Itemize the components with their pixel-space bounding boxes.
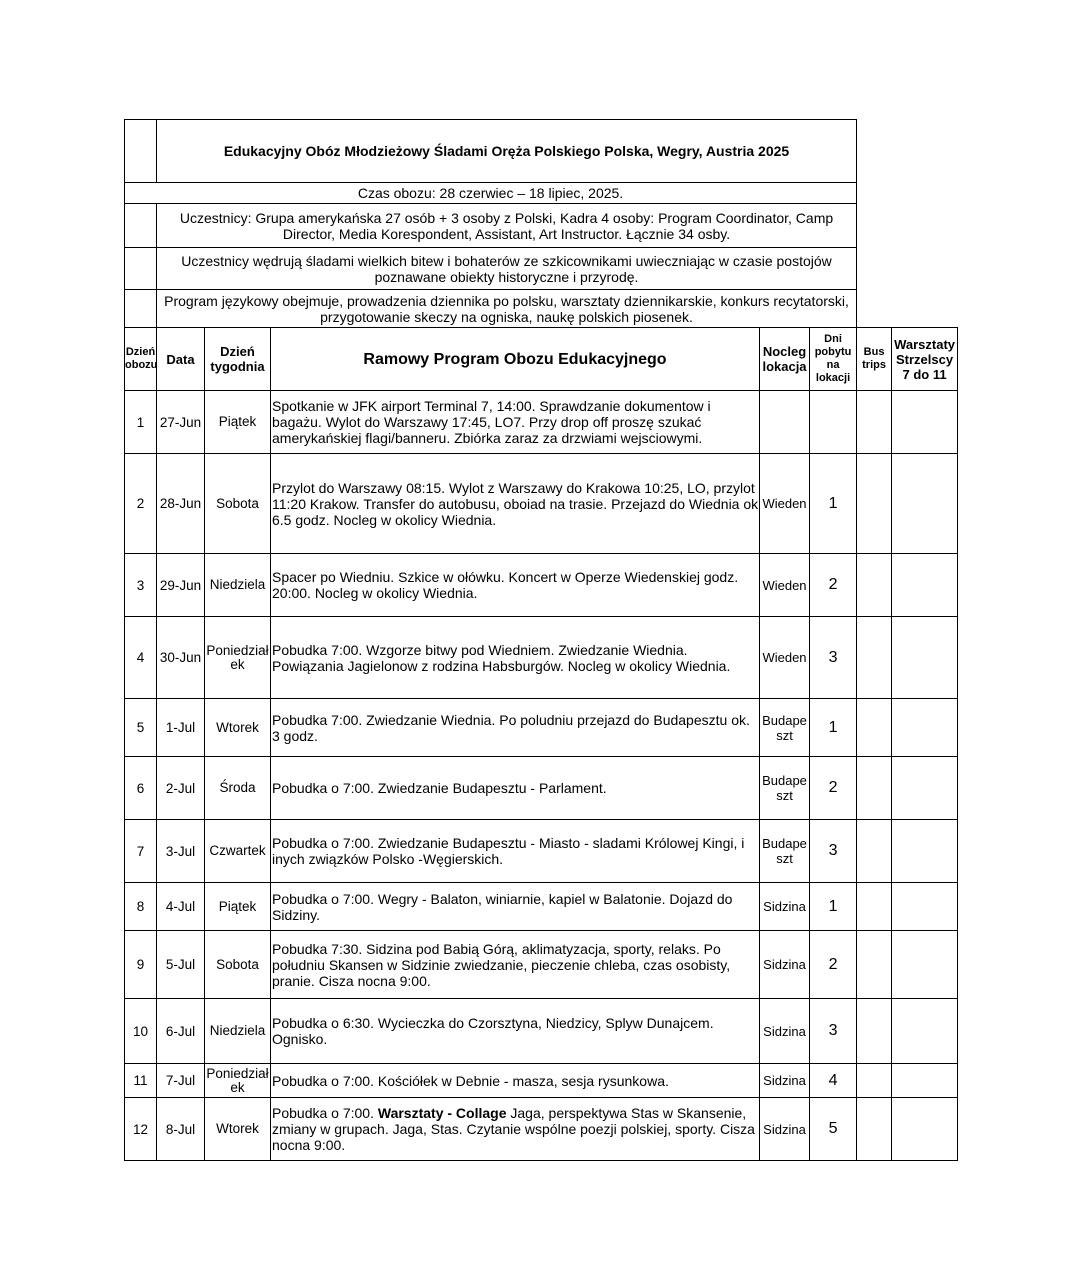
weekday-cell: Poniedział ek: [205, 1064, 271, 1098]
workshop-cell: [892, 454, 958, 554]
program-cell: Pobudka o 7:00. Zwiedzanie Budapesztu - Parlament.: [271, 757, 760, 820]
workshop-cell: [892, 391, 958, 454]
blank-cell: [857, 204, 958, 248]
program-cell: Przylot do Warszawy 08:15. Wylot z Warszawy do Krakowa 10:25, LO, przylot 11:20 Krakow. Transfer do autobusu, oboiad na trasie. Przejazd do Wiednia ok 6.5 godz. Nocleg w okolicy Wiednia.: [271, 454, 760, 554]
bus-trips-cell: [857, 931, 892, 999]
lodging-cell: Budape szt: [760, 820, 810, 883]
date-cell: 29-Jun: [157, 554, 205, 617]
weekday-cell: Wtorek: [205, 1098, 271, 1161]
language-program-text: Program językowy obejmuje, prowadzenia dziennika po polsku, warsztaty dziennikarskie, konkurs recytatorski, przygotowanie skeczy na ogniska, naukę polskich piosenek.: [157, 290, 857, 328]
day-number-cell: 2: [125, 454, 157, 554]
camp-schedule-document: [124, 119, 957, 1161]
program-cell: Pobudka o 7:00. Wegry - Balaton, winiarnie, kapiel w Balatonie. Dojazd do Sidziny.: [271, 883, 760, 931]
bus-trips-cell: [857, 999, 892, 1064]
program-cell: [271, 1098, 760, 1161]
weekday-cell: Piątek: [205, 391, 271, 454]
lodging-cell: Sidzina: [760, 883, 810, 931]
workshop-cell: [892, 1064, 958, 1098]
schedule-row: [125, 554, 958, 617]
day-number-cell: 1: [125, 391, 157, 454]
days-at-location-cell: 1: [810, 699, 857, 757]
workshop-cell: [892, 820, 958, 883]
date-cell: 30-Jun: [157, 617, 205, 699]
date-cell: 1-Jul: [157, 699, 205, 757]
schedule-row: [125, 757, 958, 820]
bus-trips-cell: [857, 1064, 892, 1098]
bus-trips-cell: [857, 554, 892, 617]
workshop-cell: [892, 617, 958, 699]
bus-trips-cell: [857, 757, 892, 820]
blank-cell: [125, 120, 157, 183]
day-number-cell: 6: [125, 757, 157, 820]
schedule-row: [125, 454, 958, 554]
program-text: Jaga, perspektywa Stas w Skansenie, zmiany w grupach. Jaga, Stas. Czytanie wspólne poezji polskiej, sporty. Cisza nocna 9:00.: [272, 1105, 755, 1153]
blank-cell: [857, 183, 958, 204]
lodging-cell: Sidzina: [760, 931, 810, 999]
camp-dates: Czas obozu: 28 czerwiec – 18 lipiec, 2025.: [125, 183, 857, 204]
days-at-location-cell: 3: [810, 820, 857, 883]
lodging-cell: Wieden: [760, 554, 810, 617]
lodging-cell: Sidzina: [760, 1098, 810, 1161]
date-cell: 6-Jul: [157, 999, 205, 1064]
program-cell: Pobudka 7:00. Zwiedzanie Wiednia. Po poludniu przejazd do Budapesztu ok. 3 godz.: [271, 699, 760, 757]
blank-cell: [857, 120, 958, 183]
day-number-cell: 9: [125, 931, 157, 999]
weekday-cell: Sobota: [205, 931, 271, 999]
schedule-row: [125, 999, 958, 1064]
day-number-cell: 10: [125, 999, 157, 1064]
day-number-cell: 8: [125, 883, 157, 931]
program-cell: Pobudka 7:00. Wzgorze bitwy pod Wiedniem. Zwiedzanie Wiednia. Powiązania Jagielonow z rodzina Habsburgów. Nocleg w okolicy Wiednia.: [271, 617, 760, 699]
bus-trips-cell: [857, 883, 892, 931]
schedule-row: [125, 617, 958, 699]
schedule-row: [125, 931, 958, 999]
day-number-cell: 5: [125, 699, 157, 757]
program-cell: Pobudka 7:30. Sidzina pod Babią Górą, aklimatyzacja, sporty, relaks. Po południu Skansen w Sidzinie zwiedzanie, pieczenie chleba, czas osobisty, pranie. Cisza nocna 9:00.: [271, 931, 760, 999]
col-header-day: Dzień obozu: [125, 328, 157, 391]
bus-trips-cell: [857, 617, 892, 699]
days-at-location-cell: 2: [810, 931, 857, 999]
weekday-cell: Środa: [205, 757, 271, 820]
workshop-cell: [892, 883, 958, 931]
col-header-days-at-location: Dni pobytu na lokacji: [810, 328, 857, 391]
schedule-row: [125, 1098, 958, 1161]
blank-cell: [125, 248, 157, 290]
weekday-cell: Niedziela: [205, 554, 271, 617]
bus-trips-cell: [857, 1098, 892, 1161]
date-cell: 2-Jul: [157, 757, 205, 820]
program-cell: Spacer po Wiedniu. Szkice w ołówku. Koncert w Operze Wiedenskiej godz. 20:00. Nocleg w okolicy Wiednia.: [271, 554, 760, 617]
program-cell: Pobudka o 7:00. Zwiedzanie Budapesztu - Miasto - sladami Królowej Kingi, i inych związków Polsko -Węgierskich.: [271, 820, 760, 883]
schedule-row: [125, 883, 958, 931]
lodging-cell: [760, 391, 810, 454]
participants-text: Uczestnicy: Grupa amerykańska 27 osób + 3 osoby z Polski, Kadra 4 osoby: Program Coordinator, Camp Director, Media Korespondent, Assistant, Art Instructor. Łącznie 34 osby.: [157, 204, 857, 248]
program-cell: Spotkanie w JFK airport Terminal 7, 14:00. Sprawdzanie dokumentow i bagażu. Wylot do Warszawy 17:45, LO7. Przy drop off proszę szukać amerykańskiej flagi/banneru. Zbiórka zaraz za drzwiami wejsciowymi.: [271, 391, 760, 454]
blank-cell: [857, 248, 958, 290]
lodging-cell: Sidzina: [760, 999, 810, 1064]
weekday-cell: Czwartek: [205, 820, 271, 883]
weekday-cell: Sobota: [205, 454, 271, 554]
date-cell: 7-Jul: [157, 1064, 205, 1098]
day-number-cell: 4: [125, 617, 157, 699]
col-header-date: Data: [157, 328, 205, 391]
schedule-row: [125, 1064, 958, 1098]
days-at-location-cell: 2: [810, 554, 857, 617]
days-at-location-cell: 4: [810, 1064, 857, 1098]
lodging-cell: Sidzina: [760, 1064, 810, 1098]
col-header-bus-trips: Bus trips: [857, 328, 892, 391]
date-cell: 8-Jul: [157, 1098, 205, 1161]
bus-trips-cell: [857, 454, 892, 554]
blank-cell: [857, 290, 958, 328]
days-at-location-cell: 2: [810, 757, 857, 820]
schedule-table: [124, 119, 958, 1161]
program-bold-text: Warsztaty - Collage: [377, 1105, 507, 1121]
days-at-location-cell: 1: [810, 454, 857, 554]
weekday-cell: Piątek: [205, 883, 271, 931]
days-at-location-cell: 3: [810, 617, 857, 699]
bus-trips-cell: [857, 391, 892, 454]
workshop-cell: [892, 1098, 958, 1161]
workshop-cell: [892, 757, 958, 820]
bus-trips-cell: [857, 820, 892, 883]
lodging-cell: Wieden: [760, 454, 810, 554]
days-at-location-cell: 5: [810, 1098, 857, 1161]
weekday-cell: Niedziela: [205, 999, 271, 1064]
bus-trips-cell: [857, 699, 892, 757]
lodging-cell: Wieden: [760, 617, 810, 699]
workshop-cell: [892, 554, 958, 617]
weekday-cell: Poniedział ek: [205, 617, 271, 699]
day-number-cell: 11: [125, 1064, 157, 1098]
date-cell: 27-Jun: [157, 391, 205, 454]
blank-cell: [125, 204, 157, 248]
workshop-cell: [892, 931, 958, 999]
blank-cell: [125, 290, 157, 328]
workshop-cell: [892, 699, 958, 757]
schedule-row: [125, 699, 958, 757]
schedule-row: [125, 391, 958, 454]
program-cell: Pobudka o 6:30. Wycieczka do Czorsztyna, Niedzicy, Splyw Dunajcem. Ognisko.: [271, 999, 760, 1064]
col-header-workshop: Warsztaty Strzelscy 7 do 11: [892, 328, 958, 391]
workshop-cell: [892, 999, 958, 1064]
program-text: Pobudka o 7:00.: [272, 1105, 378, 1121]
lodging-cell: Budape szt: [760, 757, 810, 820]
col-header-lodging: Nocleg lokacja: [760, 328, 810, 391]
route-text: Uczestnicy wędrują śladami wielkich bitew i bohaterów ze szkicownikami uwieczniając w czasie postojów poznawane obiekty historyczne i przyrodę.: [157, 248, 857, 290]
date-cell: 4-Jul: [157, 883, 205, 931]
date-cell: 5-Jul: [157, 931, 205, 999]
lodging-cell: Budape szt: [760, 699, 810, 757]
col-header-weekday: Dzień tygodnia: [205, 328, 271, 391]
schedule-row: [125, 820, 958, 883]
program-cell: Pobudka o 7:00. Kościółek w Debnie - masza, sesja rysunkowa.: [271, 1064, 760, 1098]
days-at-location-cell: 3: [810, 999, 857, 1064]
schedule-rows: [125, 391, 958, 1161]
weekday-cell: Wtorek: [205, 699, 271, 757]
day-number-cell: 12: [125, 1098, 157, 1161]
col-header-program: Ramowy Program Obozu Edukacyjnego: [271, 328, 760, 391]
document-title: Edukacyjny Obóz Młodzieżowy Śladami Oręża Polskiego Polska, Wegry, Austria 2025: [157, 120, 857, 183]
day-number-cell: 3: [125, 554, 157, 617]
day-number-cell: 7: [125, 820, 157, 883]
date-cell: 28-Jun: [157, 454, 205, 554]
date-cell: 3-Jul: [157, 820, 205, 883]
days-at-location-cell: [810, 391, 857, 454]
days-at-location-cell: 1: [810, 883, 857, 931]
